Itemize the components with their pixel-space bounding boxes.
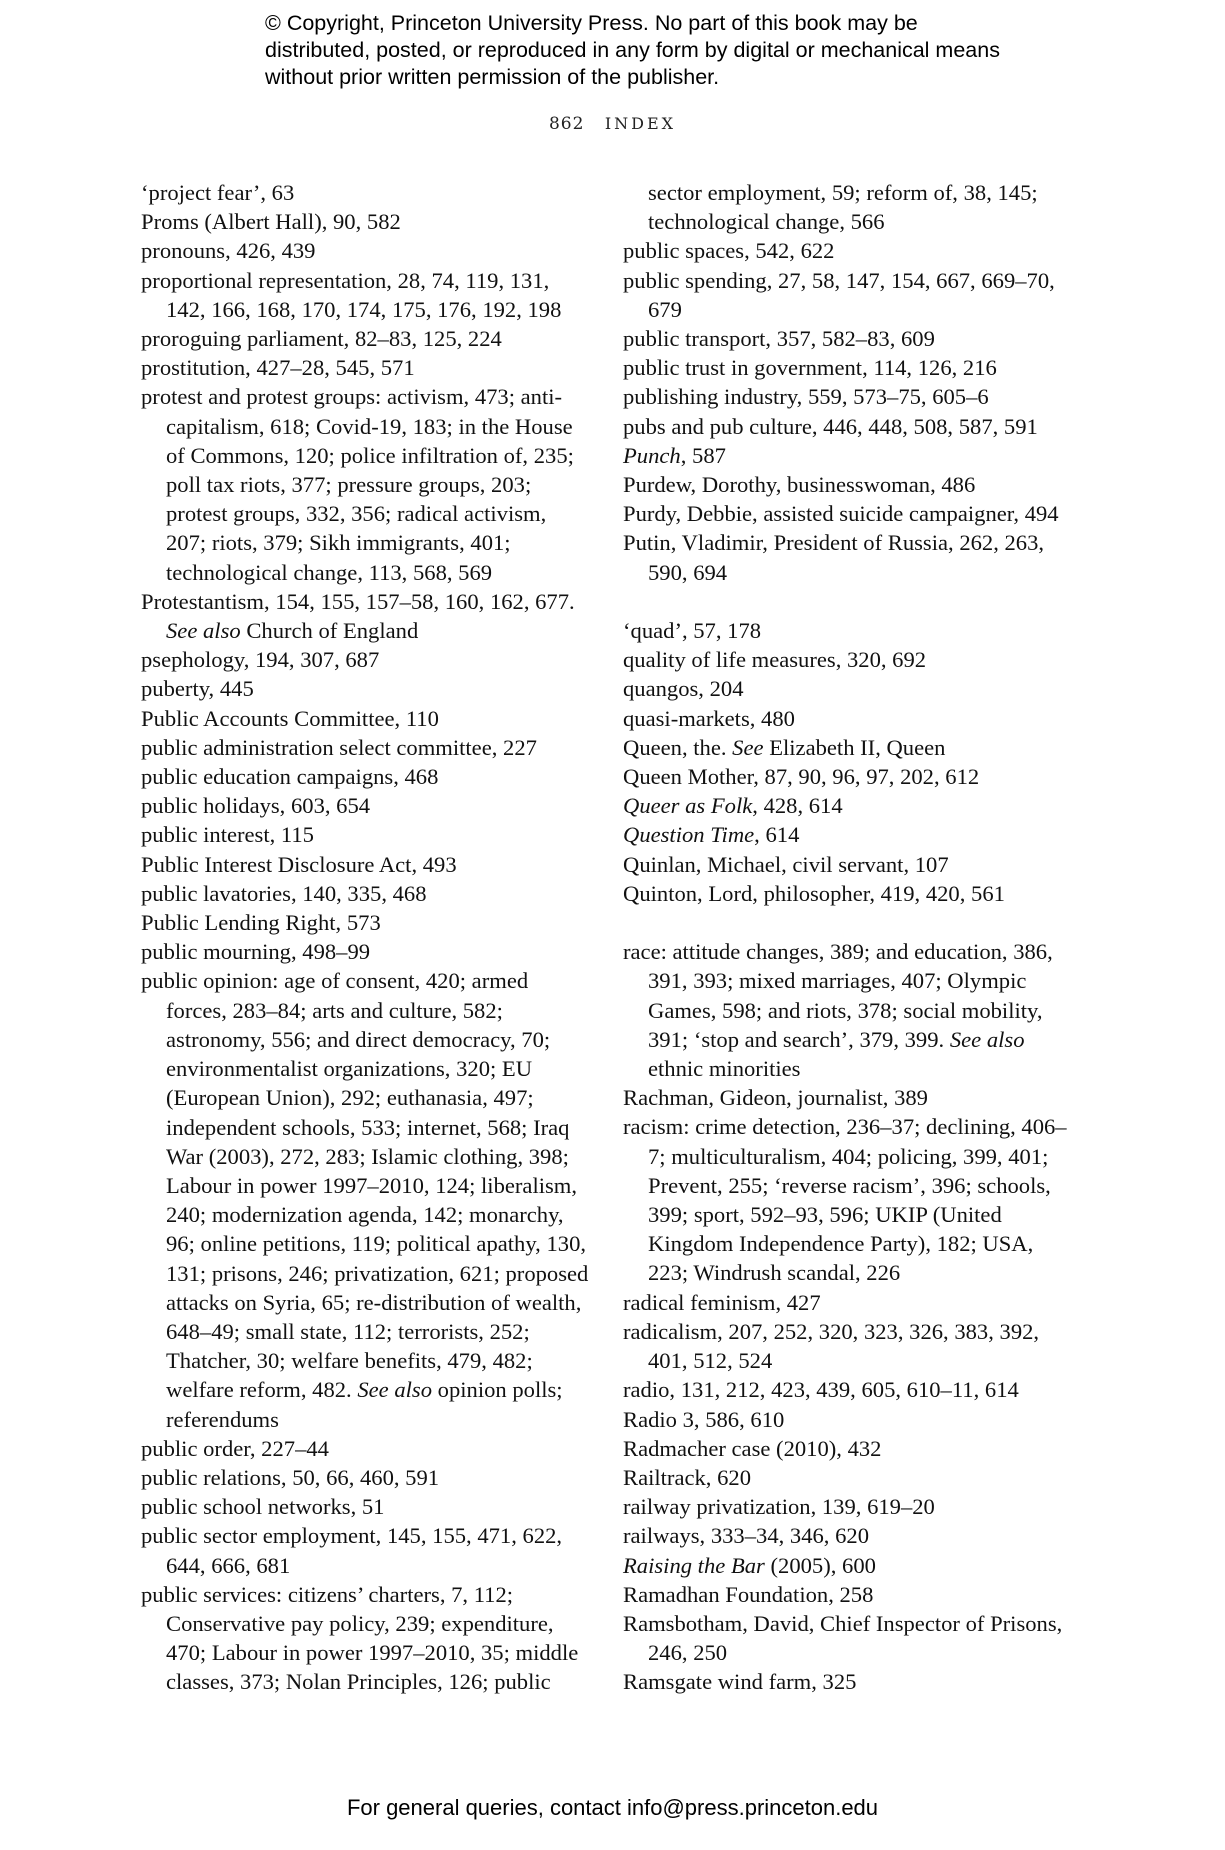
index-entry: railways, 333–34, 346, 620 [623, 1523, 869, 1549]
index-entry: public lavatories, 140, 335, 468 [141, 880, 427, 906]
index-entry [623, 1551, 1073, 1580]
see-also-label: See also [357, 1377, 433, 1403]
index-entry-text: public opinion: age of consent, 420; armed forces, 283–84; arts and culture, 582; astronomy, 556; and direct democracy, 70; environmentalist organizations, 320; EU (European Union), 292; euthanasia, 497; independent schools, 533; internet, 568; Iraq War (2003), 272, 283; Islamic clothing, 398; Labour in power 1997–2010, 124; liberalism, 240; modernization agenda, 142; monarchy, 96; online petitions, 119; political apathy, 130, 131; prisons, 246; privatization, 621; proposed attacks on Syria, 65; re-distribution of wealth, 648–49; small state, 112; terrorists, 252; Thatcher, 30; welfare benefits, 479, 482; welfare reform, 482. [141, 968, 589, 1403]
index-entry [141, 966, 591, 1433]
index-entry: public spaces, 542, 622 [623, 238, 835, 264]
index-entry: public sector employment, 145, 155, 471, 622, 644, 666, 681 [141, 1523, 563, 1578]
see-label: See [732, 734, 764, 760]
index-entry: Radmacher case (2010), 432 [623, 1435, 882, 1461]
index-entry: public administration select committee, 227 [141, 734, 537, 760]
cross-reference-target: Elizabeth II, Queen [769, 734, 946, 760]
index-entry: quality of life measures, 320, 692 [623, 647, 927, 673]
index-entry: Protestantism, 154, 155, 157–58, 160, 162, 677. [141, 588, 575, 614]
index-entry: public school networks, 51 [141, 1494, 385, 1520]
index-entry: radical feminism, 427 [623, 1289, 821, 1315]
index-entry [623, 820, 1073, 849]
index-entry: Putin, Vladimir, President of Russia, 262, 263, 590, 694 [623, 530, 1045, 585]
index-entry [623, 791, 1073, 820]
index-entry: protest and protest groups: activism, 473; anti-capitalism, 618; Covid-19, 183; in the House of Commons, 120; police infiltration of, 235; poll tax riots, 377; pressure groups, 203; protest groups, 332, 356; radical activism, 207; riots, 379; Sikh immigrants, 401; technological change, 113, 568, 569 [141, 384, 574, 585]
index-entry: public relations, 50, 66, 460, 591 [141, 1464, 440, 1490]
copyright-notice: © Copyright, Princeton University Press. No part of this book may be distributed, posted, or reproduced in any form by digital or mechanical means without prior written permission of the publisher. [265, 11, 1000, 89]
index-entry: ‘project fear’, 63 [141, 180, 295, 205]
index-entry: Public Accounts Committee, 110 [141, 705, 439, 731]
index-entry: pronouns, 426, 439 [141, 238, 316, 264]
index-entry-text: race: attitude changes, 389; and education, 386, 391, 393; mixed marriages, 407; Olympic Games, 598; and riots, 378; social mobility, 391; ‘stop and search’, 379, 399. [623, 939, 1053, 1052]
cross-reference-target: ethnic minorities [648, 1056, 801, 1082]
index-entry-pages: (2005), 600 [764, 1552, 876, 1578]
see-also-label: See also [949, 1026, 1025, 1052]
running-head [0, 114, 1225, 134]
index-entry: Quinlan, Michael, civil servant, 107 [623, 851, 949, 877]
index-entry: public trust in government, 114, 126, 216 [623, 355, 997, 381]
page-title: INDEX [604, 114, 677, 133]
index-entry: radicalism, 207, 252, 320, 323, 326, 383, 392, 401, 512, 524 [623, 1318, 1040, 1374]
index-entry: Radio 3, 586, 610 [623, 1406, 785, 1432]
index-entry: Ramadhan Foundation, 258 [623, 1581, 874, 1607]
index-entry: quasi-markets, 480 [623, 705, 795, 731]
index-entry: radio, 131, 212, 423, 439, 605, 610–11, 614 [623, 1377, 1019, 1403]
index-entry: quangos, 204 [623, 676, 744, 702]
index-entry: Purdy, Debbie, assisted suicide campaigner, 494 [623, 501, 1059, 527]
index-entry: public transport, 357, 582–83, 609 [623, 326, 935, 352]
index-title-italic: Punch [623, 442, 681, 468]
index-entry: public spending, 27, 58, 147, 154, 667, 669–70, 679 [623, 267, 1055, 322]
see-also-label: See also [166, 618, 241, 644]
index-entry: publishing industry, 559, 573–75, 605–6 [623, 384, 989, 410]
index-entry: railway privatization, 139, 619–20 [623, 1494, 935, 1520]
index-column-right [623, 178, 1073, 1697]
cross-reference-target: opinion polls; referendums [166, 1377, 563, 1432]
index-entry: racism: crime detection, 236–37; declining, 406–7; multiculturalism, 404; policing, 399, 401; Prevent, 255; ‘reverse racism’, 396; schools, 399; sport, 592–93, 596; UKIP (United Kingdom Independence Party), 182; USA, 223; Windrush scandal, 226 [623, 1114, 1067, 1286]
index-entry: prostitution, 427–28, 545, 571 [141, 355, 415, 381]
index-column-left [141, 178, 591, 1697]
index-entry: Public Lending Right, 573 [141, 910, 381, 936]
index-entry: Ramsgate wind farm, 325 [623, 1669, 857, 1695]
index-entry [623, 441, 1073, 470]
index-entry: Rachman, Gideon, journalist, 389 [623, 1085, 928, 1111]
index-entry: public mourning, 498–99 [141, 939, 371, 965]
index-entry: Public Interest Disclosure Act, 493 [141, 851, 457, 877]
index-entry [623, 937, 1073, 1083]
index-entry: public services: citizens’ charters, 7, 112; Conservative pay policy, 239; expenditure, 470; Labour in power 1997–2010, 35; middle classes, 373; Nolan Principles, 126; public [141, 1581, 579, 1695]
index-entry: ‘quad’, 57, 178 [623, 618, 762, 644]
index-entry: Railtrack, 620 [623, 1464, 751, 1490]
cross-reference-target: Church of England [246, 618, 419, 644]
index-entry [623, 733, 1073, 762]
index-entry: Proms (Albert Hall), 90, 582 [141, 209, 401, 235]
index-entry-text: Queen, the. [623, 734, 727, 760]
index-entry: pubs and pub culture, 446, 448, 508, 587, 591 [623, 413, 1038, 439]
index-entry-pages: , 587 [680, 442, 726, 468]
index-entry: Ramsbotham, David, Chief Inspector of Prisons, 246, 250 [623, 1610, 1063, 1666]
index-title-italic: Question Time [623, 822, 755, 848]
index-cross-reference [141, 616, 591, 645]
index-entry: public interest, 115 [141, 822, 314, 848]
index-entry: public education campaigns, 468 [141, 764, 439, 790]
index-entry: public order, 227–44 [141, 1435, 329, 1461]
index-entry: Queen Mother, 87, 90, 96, 97, 202, 612 [623, 764, 980, 790]
index-entry: public holidays, 603, 654 [141, 793, 371, 819]
index-entry: Quinton, Lord, philosopher, 419, 420, 561 [623, 880, 1005, 906]
footer-contact: For general queries, contact info@press.princeton.edu [346, 1795, 879, 1820]
index-title-italic: Queer as Folk [623, 793, 753, 819]
index-entry: proportional representation, 28, 74, 119, 131, 142, 166, 168, 170, 174, 175, 176, 192, 198 [141, 267, 562, 322]
index-entry: proroguing parliament, 82–83, 125, 224 [141, 326, 502, 352]
index-entry-continuation: sector employment, 59; reform of, 38, 145; technological change, 566 [648, 180, 1038, 235]
index-entry: Purdew, Dorothy, businesswoman, 486 [623, 472, 976, 498]
index-entry: puberty, 445 [141, 676, 254, 702]
page-number: 862 [548, 114, 585, 134]
index-entry-pages: , 428, 614 [752, 793, 843, 819]
index-title-italic: Raising the Bar [623, 1552, 765, 1578]
index-entry-pages: , 614 [754, 822, 800, 848]
index-entry: psephology, 194, 307, 687 [141, 647, 380, 673]
